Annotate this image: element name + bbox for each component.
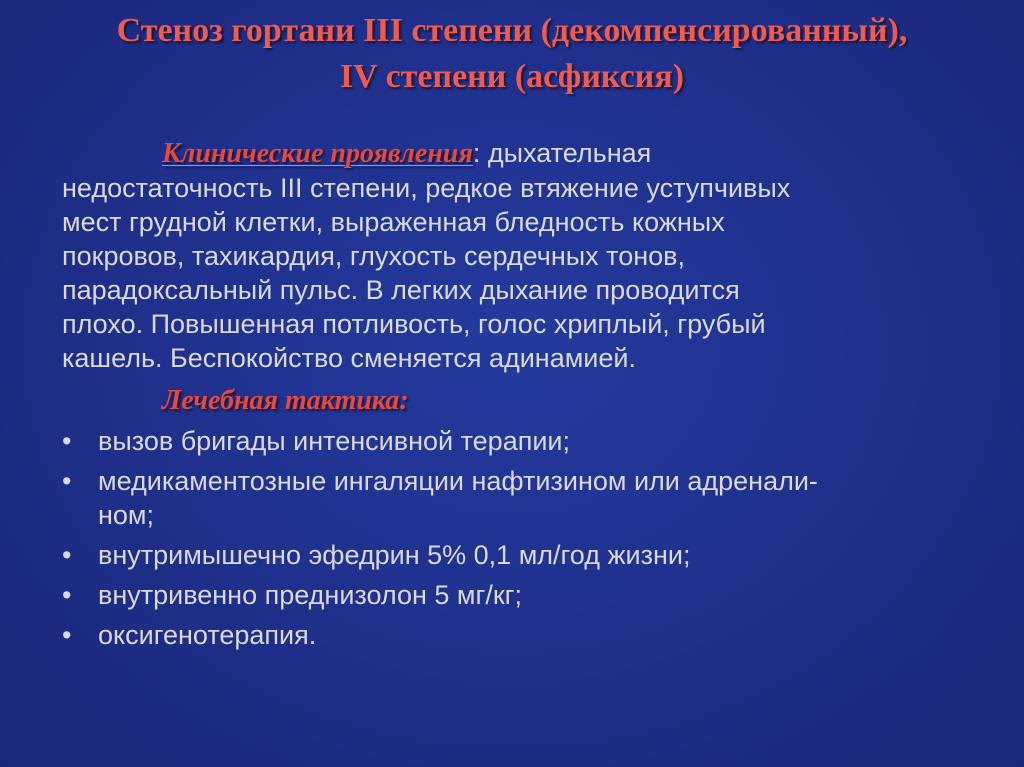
- list-item: [62, 618, 982, 652]
- clinical-line-2: недостаточность III степени, редкое втяжение уступчивых: [62, 173, 791, 203]
- list-item-text: оксигенотерапия.: [98, 620, 317, 650]
- list-item-text: медикаментозные ингаляции нафтизином или адренали-: [98, 466, 818, 496]
- clinical-line-7: кашель. Беспокойство сменяется адинамией.: [62, 343, 636, 373]
- bullet-icon: •: [62, 540, 72, 570]
- list-item-text-continued: ном;: [98, 500, 154, 530]
- list-item: [62, 424, 982, 458]
- bullet-icon: •: [62, 466, 72, 496]
- list-item-text: вызов бригады интенсивной терапии;: [98, 426, 570, 456]
- list-item-text: внутривенно преднизолон 5 мг/кг;: [98, 580, 522, 610]
- bullet-icon: •: [62, 580, 72, 610]
- clinical-line-6: плохо. Повышенная потливость, голос хриплый, грубый: [62, 309, 766, 339]
- list-item: [62, 464, 982, 532]
- list-item-text: внутримышечно эфедрин 5% 0,1 мл/год жизни;: [98, 540, 691, 570]
- clinical-line-4: покровов, тахикардия, глухость сердечных тонов,: [62, 241, 686, 271]
- bullet-icon: •: [62, 426, 72, 456]
- clinical-heading: Клинические проявления: [162, 138, 473, 169]
- clinical-line-3: мест грудной клетки, выраженная бледность кожных: [62, 207, 725, 237]
- bullet-icon: •: [62, 620, 72, 650]
- list-item: [62, 578, 982, 612]
- clinical-first-line: [62, 136, 962, 171]
- list-item: [62, 538, 982, 572]
- slide-title: [0, 8, 1024, 100]
- treatment-heading: Лечебная тактика:: [162, 385, 409, 416]
- clinical-paragraph: [62, 136, 962, 375]
- slide-title-line-1: Стеноз гортани III степени (декомпенсированный),: [116, 12, 908, 49]
- clinical-heading-colon: :: [472, 138, 481, 168]
- slide-title-line-2: IV степени (асфиксия): [339, 58, 685, 95]
- clinical-line-1: дыхательная: [480, 138, 652, 168]
- treatment-list: [62, 424, 982, 658]
- clinical-line-5: парадоксальный пульс. В легких дыхание проводится: [62, 275, 740, 305]
